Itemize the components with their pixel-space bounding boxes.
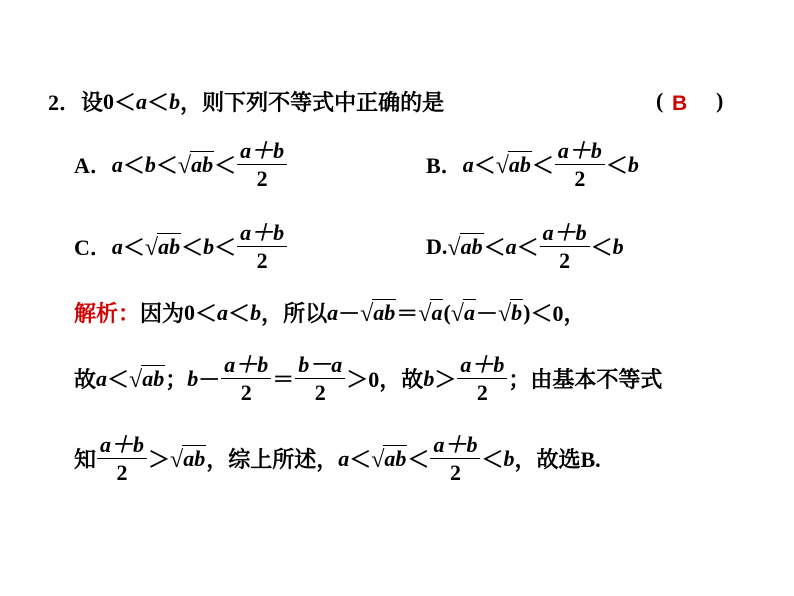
option-a-label: A．	[74, 153, 112, 179]
stem-prefix: 设	[81, 90, 104, 115]
fraction-a-plus-b-over-2: $\frac{a+b}{2}$	[540, 220, 590, 274]
sqrt-ab: √ ab	[447, 234, 483, 262]
fraction-a-plus-b-over-2: $\frac{a+b}{2}$	[457, 352, 507, 406]
answer-paren-close: )	[716, 88, 724, 113]
option-d-label: D.	[426, 233, 448, 259]
sqrt-ab: √ ab	[129, 366, 165, 394]
solution-line-2: 故 a ＜ √ ab ； b － $\frac{a+b}{2}$ ＝ $\frac{b-a}{2}$ ＞ 0，故 b ＞ $\frac{a+b}{2}$ ；由基本不等式	[74, 352, 663, 406]
sqrt-ab: √ ab	[170, 446, 206, 474]
option-b: B． a ＜ √ ab ＜ $\frac{a+b}{2}$ ＜ b	[426, 138, 639, 192]
sqrt-a: √ a	[450, 299, 475, 328]
option-a: A． a ＜ b ＜ √ ab ＜ $\frac{a+b}{2}$	[74, 138, 288, 192]
solution-label: 解析：	[74, 301, 141, 326]
fraction-b-minus-a-over-2: $\frac{b-a}{2}$	[295, 352, 345, 406]
solution-line-3: 知 $\frac{a+b}{2}$ ＞ √ ab ，综上所述， a ＜ √ ab ＜ $\frac{a+b}{2}$ ＜ b ，故选B.	[74, 432, 601, 486]
option-c: C． a ＜ √ ab ＜ b ＜ $\frac{a+b}{2}$	[74, 220, 288, 274]
option-c-label: C．	[74, 235, 112, 261]
question-number: 2．	[48, 90, 82, 115]
sqrt-ab: √ ab	[495, 152, 531, 180]
fraction-a-plus-b-over-2: $\frac{a+b}{2}$	[555, 138, 605, 192]
sqrt-ab: √ ab	[144, 234, 181, 262]
sqrt-ab: √ ab	[177, 152, 214, 180]
sqrt-ab: √ ab	[371, 446, 407, 474]
fraction-a-plus-b-over-2: $\frac{a+b}{2}$	[97, 432, 147, 486]
answer-paren-open: (	[656, 88, 664, 113]
solution-line-1: 解析： 因为 0 ＜ a ＜ b ，所以 a － √ ab ＝ √ a ( √ a － √ b ) ＜0，	[74, 297, 585, 328]
fraction-a-plus-b-over-2: $\frac{a+b}{2}$	[430, 432, 480, 486]
fraction-a-plus-b-over-2: $\frac{a+b}{2}$	[237, 220, 287, 274]
option-d: D. √ ab ＜ a ＜ $\frac{a+b}{2}$ ＜ b	[426, 220, 624, 274]
sqrt-ab: √ ab	[360, 299, 396, 328]
fraction-a-plus-b-over-2: $\frac{a+b}{2}$	[221, 352, 271, 406]
option-b-label: B．	[426, 153, 463, 179]
stem-text: ，则下列不等式中正确的是	[180, 90, 445, 115]
sqrt-b: √ b	[497, 299, 523, 328]
answer-letter: B	[672, 92, 688, 115]
fraction-a-plus-b-over-2: $\frac{a+b}{2}$	[237, 138, 287, 192]
sqrt-a: √ a	[418, 299, 443, 328]
question-stem: 2． 设 0 ＜ a ＜ b ，则下列不等式中正确的是	[48, 86, 444, 117]
